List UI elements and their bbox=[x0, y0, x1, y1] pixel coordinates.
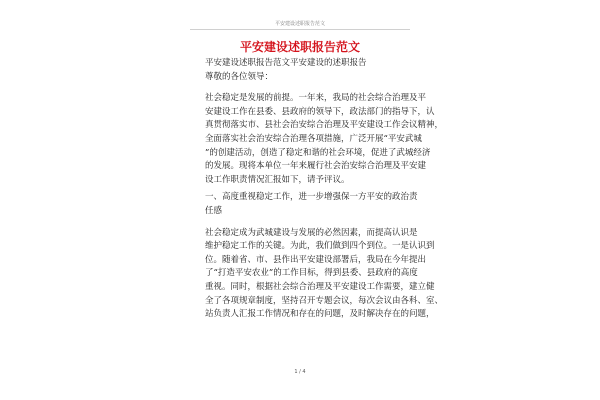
page-header: 平安建设述职报告范文 bbox=[274, 21, 325, 27]
paragraph-line: 重视。同时，根据社会综合治理及平安建设工作需要，建立健 bbox=[205, 281, 435, 292]
paragraph bbox=[205, 92, 444, 187]
header-divider bbox=[190, 29, 410, 30]
salutation: 尊敬的各位领导： bbox=[205, 71, 274, 82]
paragraph-line: 站负责人汇报工作情况和存在的问题，及时解决存在的问题， bbox=[205, 309, 435, 320]
document-title: 平安建设述职报告范文 bbox=[239, 40, 360, 54]
paragraph bbox=[205, 227, 444, 322]
paragraph-line: 安建设工作在县委、县政府的领导下，政法部门的指导下，认 bbox=[205, 106, 435, 117]
heading-line: 任感 bbox=[205, 205, 223, 216]
paragraph-line: 全了各项规章制度，坚持召开专题会议，每次会议由各科、室、 bbox=[205, 295, 444, 306]
paragraph-line: 了“打造平安农业”的工作目标，得到县委、县政府的高度 bbox=[205, 268, 418, 279]
paragraph-line: 社会稳定成为武城建设与发展的必然因素，而提高认识是 bbox=[205, 227, 418, 238]
document-body bbox=[205, 57, 444, 322]
paragraph-line: 真贯彻落实市、县社会治安综合治理及平安建设工作会议精神， bbox=[205, 120, 444, 131]
paragraph-line: 位。随着省、市、县作出平安建设部署后，我局在今年提出 bbox=[205, 254, 427, 265]
paragraph-line: 设工作职责情况汇报如下，请予评议。 bbox=[205, 174, 350, 185]
paragraph-line: 社会稳定是发展的前提。一年来，我局的社会综合治理及平 bbox=[205, 93, 427, 104]
paragraph-line: 维护稳定工作的关键。为此，我们做到四个到位。一是认识到 bbox=[205, 241, 435, 252]
page-number: 1 / 4 bbox=[294, 369, 306, 375]
section-heading bbox=[205, 191, 418, 218]
heading-line: 一、高度重视稳定工作，进一步增强保一方平安的政治责 bbox=[205, 192, 418, 203]
subtitle: 平安建设述职报告范文平安建设的述职报告 bbox=[205, 58, 367, 68]
paragraph-line: 全面落实社会治安综合治理各项措施，广泛开展“平安武城 bbox=[205, 133, 422, 144]
paragraph-line: 的发展。现将本单位一年来履行社会治安综合治理及平安建 bbox=[205, 161, 427, 172]
paragraph-line: ”的创建活动，创造了稳定和谐的社会环境，促进了武城经济 bbox=[205, 147, 431, 158]
